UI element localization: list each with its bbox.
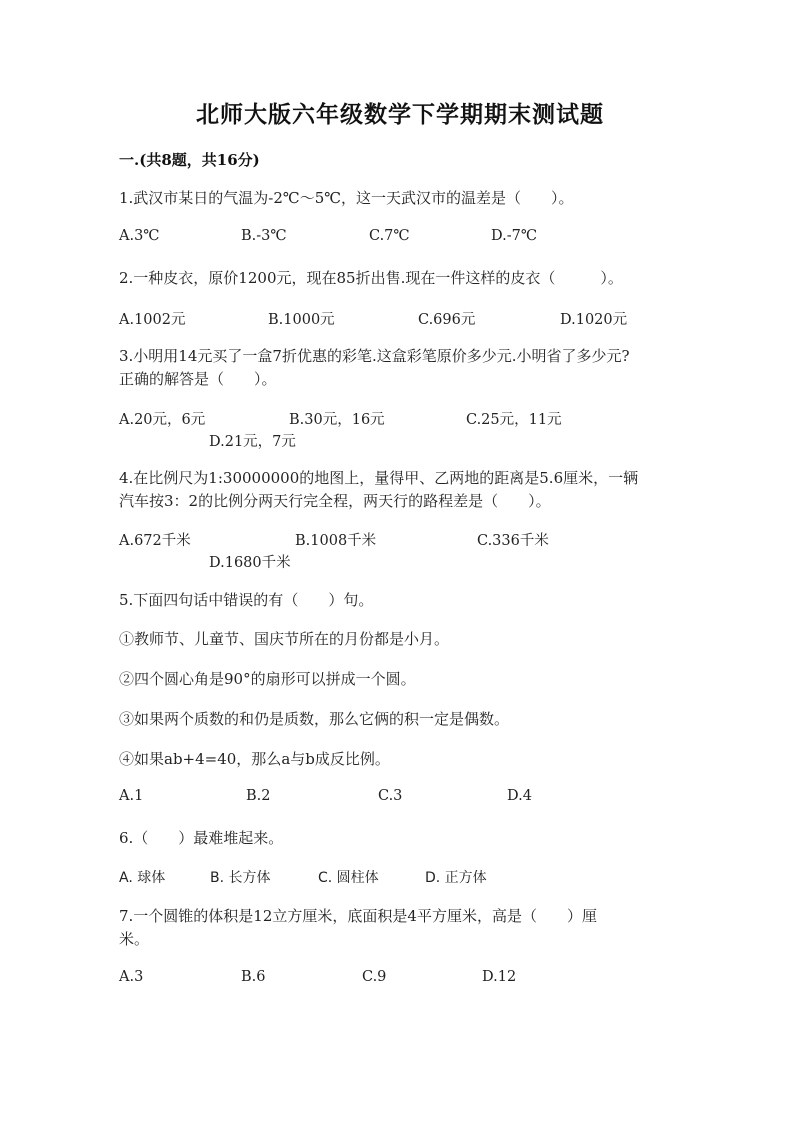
question-5-option-a: A.1 [119,788,144,804]
question-4-stem-line-2: 汽车按3：2的比例分两天行完全程，两天行的路程差是（ ）。 [119,492,551,510]
question-7-option-c: C.9 [362,969,387,985]
question-3-option-c: C.25元，11元 [466,412,562,428]
question-1-option-a: A.3℃ [119,228,160,244]
question-3-option-a: A.20元，6元 [119,412,206,428]
question-3-stem-line-1: 3.小明用14元买了一盒7折优惠的彩笔.这盒彩笔原价多少元.小明省了多少元? [119,347,630,365]
section-heading: 一.(共8题，共16分) [119,151,260,169]
question-1-option-c: C.7℃ [369,228,410,244]
question-6-option-a: A. 球体 [119,870,166,886]
question-1-option-b: B.-3℃ [241,228,287,244]
question-3-stem-line-2: 正确的解答是（ ）。 [119,370,277,388]
question-1-option-d: D.-7℃ [491,228,538,244]
question-7-option-b: B.6 [241,969,266,985]
question-3-option-d: D.21元，7元 [209,434,296,450]
question-4-stem-line-1: 4.在比例尺为1:30000000的地图上，量得甲、乙两地的距离是5.6厘米，一辆 [119,469,639,487]
question-4-option-a: A.672千米 [119,533,191,549]
question-5-statement-1: ①教师节、儿童节、国庆节所在的月份都是小月。 [119,630,450,648]
question-5-option-b: B.2 [246,788,271,804]
question-7-option-d: D.12 [482,969,517,985]
question-5-statement-4: ④如果ab+4=40，那么a与b成反比例。 [119,750,390,768]
question-2-option-b: B.1000元 [268,312,335,328]
question-6-option-d: D. 正方体 [425,870,487,886]
question-2-stem: 2.一种皮衣，原价1200元，现在85折出售.现在一件这样的皮衣（ ）。 [119,269,623,287]
question-2-option-a: A.1002元 [119,312,186,328]
question-5-statement-3: ③如果两个质数的和仍是质数，那么它俩的积一定是偶数。 [119,710,510,728]
question-7-stem-line-2: 米。 [119,930,150,948]
question-7-stem-line-1: 7.一个圆锥的体积是12立方厘米，底面积是4平方厘米，高是（ ）厘 [119,907,597,925]
question-4-option-b: B.1008千米 [295,533,377,549]
question-4-option-d: D.1680千米 [209,555,291,571]
question-2-option-d: D.1020元 [560,312,628,328]
question-4-option-c: C.336千米 [477,533,549,549]
question-6-option-c: C. 圆柱体 [318,870,379,886]
question-5-statement-2: ②四个圆心角是90°的扇形可以拼成一个圆。 [119,670,416,688]
question-3-option-b: B.30元，16元 [289,412,385,428]
question-6-stem: 6.（ ）最难堆起来。 [119,829,284,847]
question-5-option-d: D.4 [507,788,532,804]
question-5-option-c: C.3 [378,788,403,804]
question-6-option-b: B. 长方体 [210,870,271,886]
question-7-option-a: A.3 [119,969,144,985]
page-title: 北师大版六年级数学下学期期末测试题 [196,101,604,128]
question-1-stem: 1.武汉市某日的气温为-2℃～5℃，这一天武汉市的温差是（ ）。 [119,189,574,207]
question-2-option-c: C.696元 [418,312,476,328]
question-5-stem: 5.下面四句话中错误的有（ ）句。 [119,591,374,609]
